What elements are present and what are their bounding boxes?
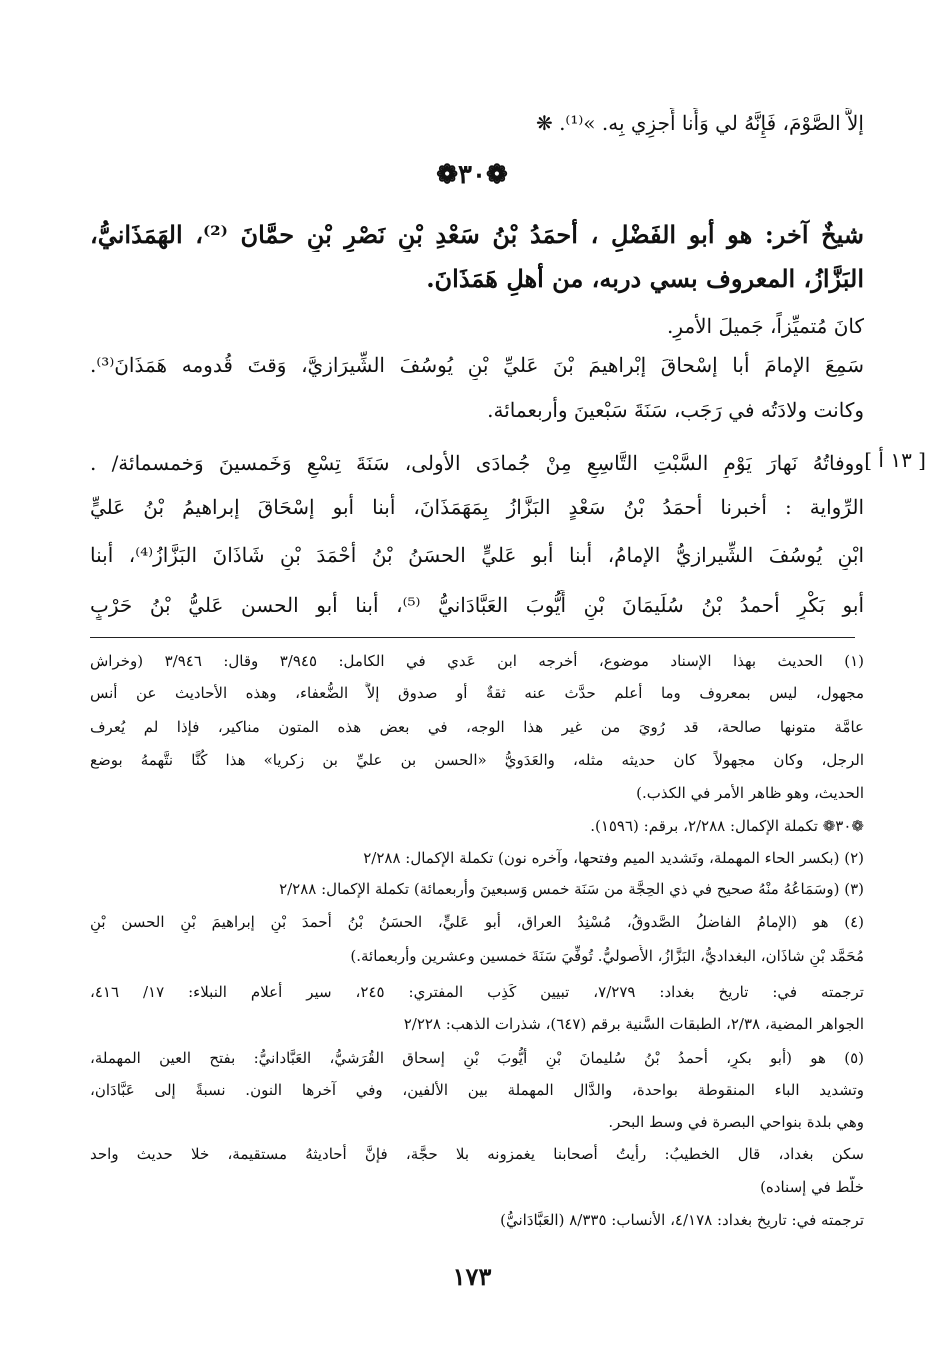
footnote-line: مُحَمَّد بْنِ شاذَان، البغداديُّ، البَزَّازُ، الأُصوليُّ. تُوفِّيَ سَنَةَ خمسين وعشرين وأربعمائة.) [350, 947, 864, 965]
footnote-divider [90, 637, 855, 638]
footnote-line: سكن بغداد، قال الخطيبُ: رأيتُ أصحابنا يغمزونه بلا حجَّة، فإنَّ أحاديثهُ مستقيمة، خلا حديث واحد [90, 1145, 864, 1163]
footnote-line: خلَّط في إسناده) [760, 1178, 864, 1196]
page-number: ١٧٣ [452, 1262, 492, 1291]
text-line-1: إلاَّ الصَّوْمَ، فَإِنَّهُ لي وَأَنا أَجزِي بِه. »⁽¹⁾. ❋ [535, 111, 864, 135]
footnote-line: ❁٣٠❁ تكملة الإكمال: ٢/٢٨٨، برقم: (١٥٩٦). [590, 817, 864, 835]
footnote-line: (٢) (بكسر الحاء المهملة، وتَشديد الميم وفتحها، وآخره نون) تكملة الإكمال: ٢/٢٨٨ [363, 849, 864, 867]
text-line-8: أبو بَكْرٍ أحمدُ بْنُ سُلَيمَانَ بْنِ أَيُّوبَ العَبَّادَانيُّ ⁽⁵⁾، أبنا أبو الحسن عَليُّ بْنُ حَرْبٍ [90, 593, 864, 617]
text-line-7: ابْنِ يُوسُفَ الشِّيرازيُّ الإمامُ، أبنا أبو عَليٍّ الحسَنُ بْنُ أحْمَدَ بْنِ شَاذَانَ البَزَّازُ⁽⁴⁾، أبنا [90, 543, 864, 567]
footnote-line: عامَّة متونها صالحة، قد رُويَ من غير هذا الوجه، في بعض هذه المتون مناكير، فإذا لم يُعرف [90, 718, 864, 736]
footnote-line: الحديث، وهو ظاهر الأمر في الكذب.) [636, 784, 864, 802]
footnote-line: ترجمته في: تاريخ بغداد: ٤/١٧٨، الأنساب: ٨/٣٣٥ (العَبَّادَانيُّ) [500, 1211, 864, 1229]
footnote-line: وتشديد الباء المنقوطة بواحدة، والدَّال المهملة بين الألفين، وفي آخرها النون. نسبةً إلى عَبَّادَان، [90, 1081, 864, 1099]
footnote-line: (١) الحديث بهذا الإسناد موضوع، أخرجه ابن عَدي في الكامل: ٣/٩٤٥ وقال: ٣/٩٤٦ (وخراش [90, 652, 864, 670]
entry-heading-line-2: البَزَّازُ، المعروف بسي دربه، من أهلِ هَمَذَانَ. [426, 264, 864, 293]
footnote-line: (٤) هو (الإمامُ الفاضلُ الصَّدوقُ، مُسْنِدُ العراق، أبو عَليٍّ، الحسَنُ بْنُ أحمدَ بْنِ إبراهيمَ بْنِ الحسن بْنِ [90, 913, 864, 931]
text-line-5: ووفاتُهُ نَهارَ يَوْمِ السَّبْتِ التَّاسِعِ مِنْ جُمادَى الأولى، سَنَةَ تِسْعٍ وَخَمسينَ وَخمسمائة/ . [90, 451, 864, 475]
footnote-line: مجهول، ليس بمعروف وما أعلم حدَّث عنه ثقةٌ أو صدوق إلاَّ الضُّعفاء، وهذه الأحاديث عن أنس [90, 684, 864, 702]
footnote-line: ترجمته في: تاريخ بغداد: ٧/٢٧٩، تبيين كَذِب المفتري: ٢٤٥، سير أعلام النبلاء: ١٧/ ٤١٦، [90, 983, 864, 1001]
text-line-3: سَمِعَ الإمامَ أبا إسْحاقَ إبْراهيمَ بْنَ عَليِّ بْنِ يُوسُفَ الشِّيرَازيَّ، وَقتَ قُدومه هَمَذَانَ⁽³⁾. [90, 353, 864, 377]
entry-heading-line-1: شيخٌ آخر: هو أبو الفَضْلِ ، أحمَدُ بْنُ سَعْدِ بْنِ نَصْرِ بْنِ حمَّانَ ⁽²⁾، الهَمَذَانيُّ، [90, 220, 864, 249]
text-line-4: وكانت ولادَتُه في رَجَب، سَنَةَ سَبْعينَ وأربعمائة. [487, 398, 864, 422]
footnote-line: الجواهر المضية، ٢/٣٨، الطبقات السَّنية برقم (٦٤٧)، شذرات الذهب: ٢/٢٢٨ [403, 1015, 864, 1033]
text-line-6: الرِّواية : أخبرنا أحمَدُ بْنُ سَعْدٍ البَزَّازُ بِمَهَمَذَانَ، أبنا أبو إسْحَاقَ إبراهيمُ بْنُ عَليٍّ [90, 495, 864, 519]
footnote-line: وهي بلدة بنواحي البصرة في وسط البحر. [608, 1113, 864, 1131]
footnote-line: (٣) (وسَمَاعُهُ منْهُ صحيح في ذي الحِجَّة من سَنَة خمس وَسبعينَ وأربعمائة) تكملة الإكمال: ٢/٢٨٨ [279, 880, 864, 898]
text-line-2: كانَ مُتميِّزاً، جَميلَ الأمرِ. [667, 314, 864, 338]
entry-number-ornament: ❁٣٠❁ [436, 160, 508, 190]
footnote-line: الرجل، وكان مجهولاً كان حديثه مثله، والعَدَويُّ «الحسن بن عليِّ بن زكريا» هذا كُنَّا نتَّهمهُ بوضع [90, 751, 864, 769]
manuscript-folio-marker: [ ١٣ أ ] [864, 448, 926, 472]
footnote-line: (٥) هو (أبو بكرٍ، أحمدُ بْنُ سُليمانَ بْنِ أيُّوبَ بْنِ إسحاق القُرَشيُّ، العَبَّادانيُّ: بفتح العين المهملة، [90, 1049, 864, 1067]
